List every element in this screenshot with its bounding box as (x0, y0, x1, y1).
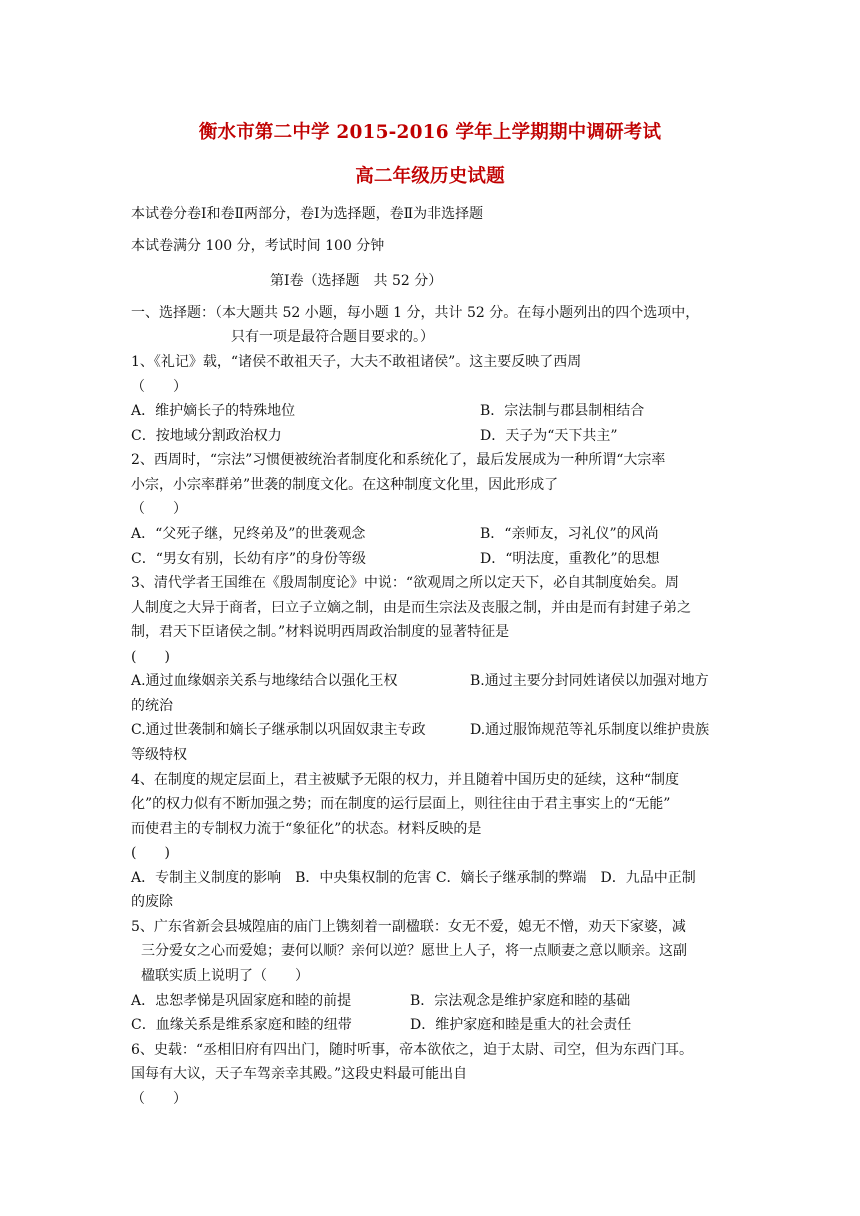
exam-subtitle: 高二年级历史试题 (355, 166, 505, 187)
q1-option-d: D．天子为“天下共主” (480, 428, 618, 444)
q2-option-b: B．“亲师友，习礼仪”的风尚 (480, 526, 659, 542)
q1-answer-blank: （ ） (131, 379, 187, 395)
q3-stem-line-3: 制，君天下臣诸侯之制。”材料说明西周政治制度的显著特征是 (131, 624, 510, 640)
intro-line-1: 本试卷分卷Ⅰ和卷Ⅱ两部分，卷Ⅰ为选择题，卷Ⅱ为非选择题 (131, 206, 484, 222)
q4-stem-line-1: 4、在制度的规定层面上，君主被赋予无限的权力，并且随着中国历史的延续，这种“制度 (131, 772, 680, 788)
section-instructions-line-2: 只有一项是最符合题目要求的。） (231, 329, 434, 345)
q5-option-b: B．宗法观念是维护家庭和睦的基础 (410, 993, 631, 1009)
q3-option-d: D.通过服饰规范等礼乐制度以维护贵族 (470, 722, 710, 738)
q1-stem: 1、《礼记》载，“诸侯不敢祖天子，大夫不敢祖诸侯”。这主要反映了西周 (131, 354, 582, 370)
q3-option-b: B.通过主要分封同姓诸侯以加强对地方 (470, 673, 709, 689)
section-instructions-line-1: 一、选择题：（本大题共 52 小题，每小题 1 分，共计 52 分。在每小题列出的四个选项中， (131, 305, 700, 321)
q1-option-a: A．维护嫡长子的特殊地位 (131, 403, 296, 419)
q2-answer-blank: （ ） (131, 501, 187, 517)
q4-stem-line-2: 化”的权力似有不断加强之势；而在制度的运行层面上，则往往由于君主事实上的“无能” (131, 796, 671, 812)
q2-stem-line-2: 小宗，小宗率群弟”世袭的制度文化。在这种制度文化里，因此形成了 (131, 477, 559, 493)
q2-stem-line-1: 2、西周时，“宗法”习惯便被统治者制度化和系统化了，最后发展成为一种所谓“大宗率 (131, 452, 666, 468)
q2-option-a: A．“父死子继，兄终弟及”的世袭观念 (131, 526, 366, 542)
q5-option-d: D．维护家庭和睦是重大的社会责任 (410, 1017, 632, 1033)
intro-line-2: 本试卷满分 100 分，考试时间 100 分钟 (131, 238, 385, 254)
q4-answer-blank: ( ) (131, 845, 170, 861)
q3-option-c: C.通过世袭制和嫡长子继承制以巩固奴隶主专政 (131, 722, 426, 738)
q5-option-a: A．忠恕孝悌是巩固家庭和睦的前提 (131, 993, 352, 1009)
q5-option-c: C．血缘关系是维系家庭和睦的纽带 (131, 1017, 352, 1033)
q2-option-d: D．“明法度，重教化”的思想 (480, 551, 660, 567)
q6-stem-line-2: 国每有大议，天子车驾亲幸其殿。”这段史料最可能出自 (131, 1066, 468, 1082)
q5-stem-line-3: 楹联实质上说明了（ ） (141, 968, 309, 984)
q3-stem-line-1: 3、清代学者王国维在《殷周制度论》中说：“欲观周之所以定天下，必自其制度始矣。周 (131, 575, 680, 591)
q3-option-b-continued: 的统治 (131, 698, 173, 714)
q1-option-b: B．宗法制与郡县制相结合 (480, 403, 645, 419)
q5-stem-line-2: 三分爱女之心而爱媳；妻何以顺？亲何以逆？愿世上人子，将一点顺妻之意以顺亲。这副 (141, 943, 687, 959)
q3-stem-line-2: 人制度之大异于商者，曰立子立嫡之制，由是而生宗法及丧服之制，并由是而有封建子弟之 (131, 600, 691, 616)
q6-answer-blank: （ ） (131, 1091, 187, 1107)
q1-option-c: C．按地域分割政治权力 (131, 428, 282, 444)
q3-answer-blank: ( ) (131, 649, 170, 665)
q2-option-c: C．“男女有别，长幼有序”的身份等级 (131, 551, 367, 567)
q5-stem-line-1: 5、广东省新会县城隍庙的庙门上镌刻着一副楹联：女无不爱，媳无不憎，劝天下家婆，减 (131, 919, 686, 935)
q3-option-a: A.通过血缘姻亲关系与地缘结合以强化王权 (131, 673, 398, 689)
exam-title: 衡水市第二中学 2015-2016 学年上学期期中调研考试 (198, 122, 662, 143)
q6-stem-line-1: 6、史载：“丞相旧府有四出门，随时听事，帝本欲依之，迫于太尉、司空，但为东西门耳。 (131, 1042, 694, 1058)
q4-stem-line-3: 而使君主的专制权力流于“象征化”的状态。材料反映的是 (131, 821, 482, 837)
section-heading: 第Ⅰ卷（选择题 共 52 分） (270, 273, 443, 289)
q3-option-d-continued: 等级特权 (131, 747, 187, 763)
q4-options-continued: 的废除 (131, 894, 173, 910)
q4-options: A．专制主义制度的影响 B．中央集权制的危害 C．嫡长子继承制的弊端 D．九品中正制 (131, 870, 696, 886)
